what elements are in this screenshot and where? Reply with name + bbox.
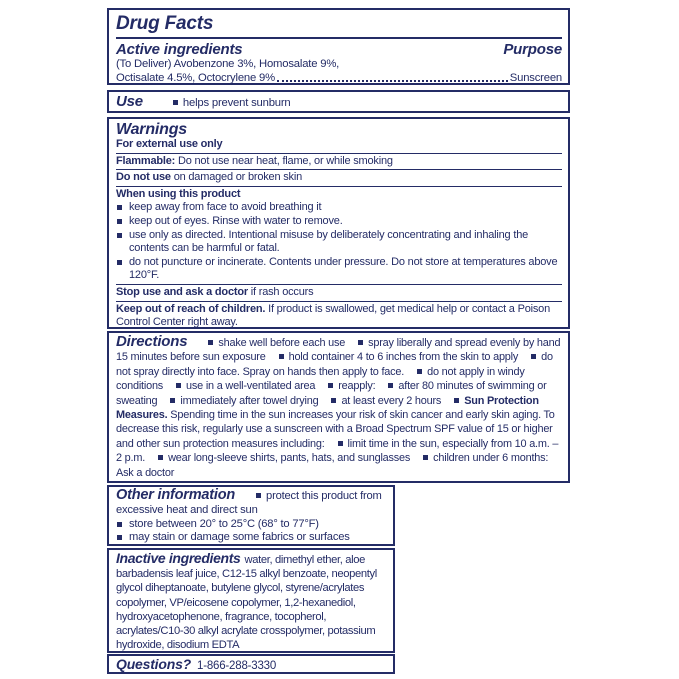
- bullet-square-icon: [170, 398, 175, 403]
- bullet-square-icon: [531, 354, 536, 359]
- bullet-item-text: use only as directed. Intentional misuse by deliberately concentrating and inhaling the contents can be harmful or fatal.: [129, 228, 529, 255]
- bullet-square-icon: [358, 340, 363, 345]
- active-ingredients-line2-text: Octisalate 4.5%, Octocrylene 9%: [116, 71, 275, 84]
- bullet-item: [116, 256, 562, 283]
- bullet-square-icon: [279, 354, 284, 359]
- keep-out-bold: Keep out of reach of children.: [116, 302, 266, 315]
- inactive-ingredients-text: water, dimethyl ether, aloe barbadensis leaf juice, C12-15 alkyl benzoate, neopentyl glycol diheptanoate, butylene glycol, styrene/acrylates copolymer, VP/eicosene copolymer, 1,2-hexanediol, hydroxyacetophenone, fragrance, tocopherol, acrylates/C10-30 alkyl acrylate crosspolymer, potassium hydroxide, disodium EDTA: [116, 554, 377, 652]
- inactive-ingredients-heading: Inactive ingredients: [116, 550, 241, 566]
- segment-text: wear long-sleeve shirts, pants, hats, and sunglasses: [168, 452, 411, 465]
- warnings-heading: Warnings: [116, 121, 188, 138]
- hairline-rule: [116, 284, 562, 285]
- bullet-square-icon: [117, 535, 122, 540]
- segment-text: shake well before each use: [218, 337, 346, 349]
- hairline-rule: [116, 153, 562, 154]
- do-not-use-bold: Do not use: [116, 171, 171, 184]
- segment-bold-text: Sun Protection Measures.: [116, 394, 539, 422]
- directions-segments: [116, 337, 560, 479]
- directions-section: [107, 331, 570, 483]
- active-ingredients-section: [107, 8, 570, 85]
- segment-text: children under 6 months: Ask a doctor: [116, 452, 549, 479]
- bullet-square-icon: [117, 522, 122, 527]
- keep-out-text: If product is swallowed, get medical help or contact a Poison Control Center right away.: [116, 302, 551, 329]
- segment-text: reapply:: [338, 380, 376, 393]
- use-text: helps prevent sunburn: [182, 97, 291, 109]
- flammable-text: Do not use near heat, flame, or while smoking: [175, 154, 393, 167]
- bullet-item-text: keep out of eyes. Rinse with water to remove.: [129, 214, 343, 227]
- questions-phone-number: 1-866-288-3330: [197, 660, 277, 672]
- for-external-use-line: For external use only: [116, 138, 223, 150]
- bullet-item: [116, 518, 387, 532]
- drug-facts-title: Drug Facts: [116, 13, 214, 34]
- stop-use-bold: Stop use and ask a doctor: [116, 285, 248, 298]
- active-ingredients-line1: (To Deliver) Avobenzone 3%, Homosalate 9%,: [116, 58, 340, 70]
- questions-section: [107, 654, 395, 674]
- bullet-square-icon: [117, 233, 122, 238]
- directions-heading: Directions: [116, 333, 188, 350]
- other-information-inline-text: protect this product from excessive heat and direct sun: [116, 490, 382, 516]
- active-ingredients-heading: Active ingredients: [116, 41, 243, 58]
- other-information-heading: Other information: [116, 487, 236, 503]
- bullet-item: [116, 229, 562, 256]
- questions-heading: Questions?: [116, 656, 192, 672]
- purpose-value: Sunscreen: [509, 71, 562, 84]
- bullet-square-icon: [454, 398, 459, 403]
- stop-use-line: [116, 286, 562, 300]
- other-information-section: [107, 485, 395, 546]
- bullet-square-icon: [117, 219, 122, 224]
- other-information-bullet-list: [116, 518, 387, 546]
- warnings-section: [107, 117, 570, 329]
- keep-out-line: [116, 303, 562, 330]
- flammable-bold: Flammable:: [116, 154, 176, 167]
- segment-text: do not apply in windy conditions: [116, 365, 525, 393]
- bullet-item: [116, 215, 562, 229]
- hairline-rule: [116, 186, 562, 187]
- do-not-use-text: on damaged or broken skin: [170, 171, 303, 184]
- bullet-item-text: store between 20° to 25°C (68° to 77°F): [129, 517, 319, 530]
- stop-use-text: if rash occurs: [247, 285, 314, 298]
- segment-text: after 80 minutes of swimming or sweating: [116, 380, 547, 407]
- when-using-bullet-list: [116, 201, 562, 283]
- bullet-square-icon: [117, 260, 122, 265]
- segment-text: immediately after towel drying: [180, 394, 319, 407]
- use-section: [107, 90, 570, 113]
- dot-leader: [277, 72, 508, 83]
- bullet-square-icon: [338, 441, 343, 446]
- bullet-item-text: keep away from face to avoid breathing it: [129, 201, 322, 214]
- bullet-square-icon: [328, 383, 333, 388]
- bullet-item-text: do not puncture or incinerate. Contents under pressure. Do not store at temperatures above 120°F.: [129, 255, 558, 282]
- use-heading: Use: [116, 93, 143, 110]
- inactive-ingredients-section: [107, 548, 395, 653]
- segment-text: spray liberally and spread evenly by hand 15 minutes before sun exposure: [116, 337, 561, 364]
- bullet-item: [116, 531, 387, 545]
- segment-text: use in a well-ventilated area: [186, 380, 316, 393]
- bullet-square-icon: [256, 493, 261, 498]
- bullet-square-icon: [117, 205, 122, 210]
- drug-facts-label: [107, 8, 570, 674]
- do-not-use-line: [116, 171, 562, 185]
- hairline-rule: [116, 169, 562, 170]
- purpose-heading: Purpose: [503, 41, 562, 58]
- segment-text: hold container 4 to 6 inches from the skin to apply: [288, 351, 519, 364]
- bullet-square-icon: [158, 455, 163, 460]
- bullet-square-icon: [388, 383, 393, 388]
- active-ingredients-line2: [116, 72, 562, 86]
- segment-text: limit time in the sun, especially from 10 a.m. – 2 p.m.: [116, 437, 559, 465]
- title-rule: [116, 37, 562, 39]
- bullet-square-icon: [208, 340, 213, 345]
- bullet-square-icon: [173, 100, 178, 105]
- bullet-square-icon: [331, 398, 336, 403]
- segment-text: Spending time in the sun increases your risk of skin cancer and early skin aging. To decrease this risk, regularly use a sunscreen with a Broad Spectrum SPF value of 15 or higher and other sun protection measures including:: [116, 409, 555, 450]
- segment-text: do not spray directly into face. Spray on hands then apply to face.: [116, 351, 553, 378]
- bullet-square-icon: [417, 369, 422, 374]
- hairline-rule: [116, 301, 562, 302]
- bullet-item-text: may stain or damage some fabrics or surfaces: [129, 531, 350, 544]
- segment-text: at least every 2 hours: [341, 394, 442, 407]
- bullet-square-icon: [176, 383, 181, 388]
- flammable-line: [116, 155, 562, 169]
- bullet-square-icon: [423, 455, 428, 460]
- bullet-item: [116, 201, 562, 215]
- when-using-heading: When using this product: [116, 187, 241, 200]
